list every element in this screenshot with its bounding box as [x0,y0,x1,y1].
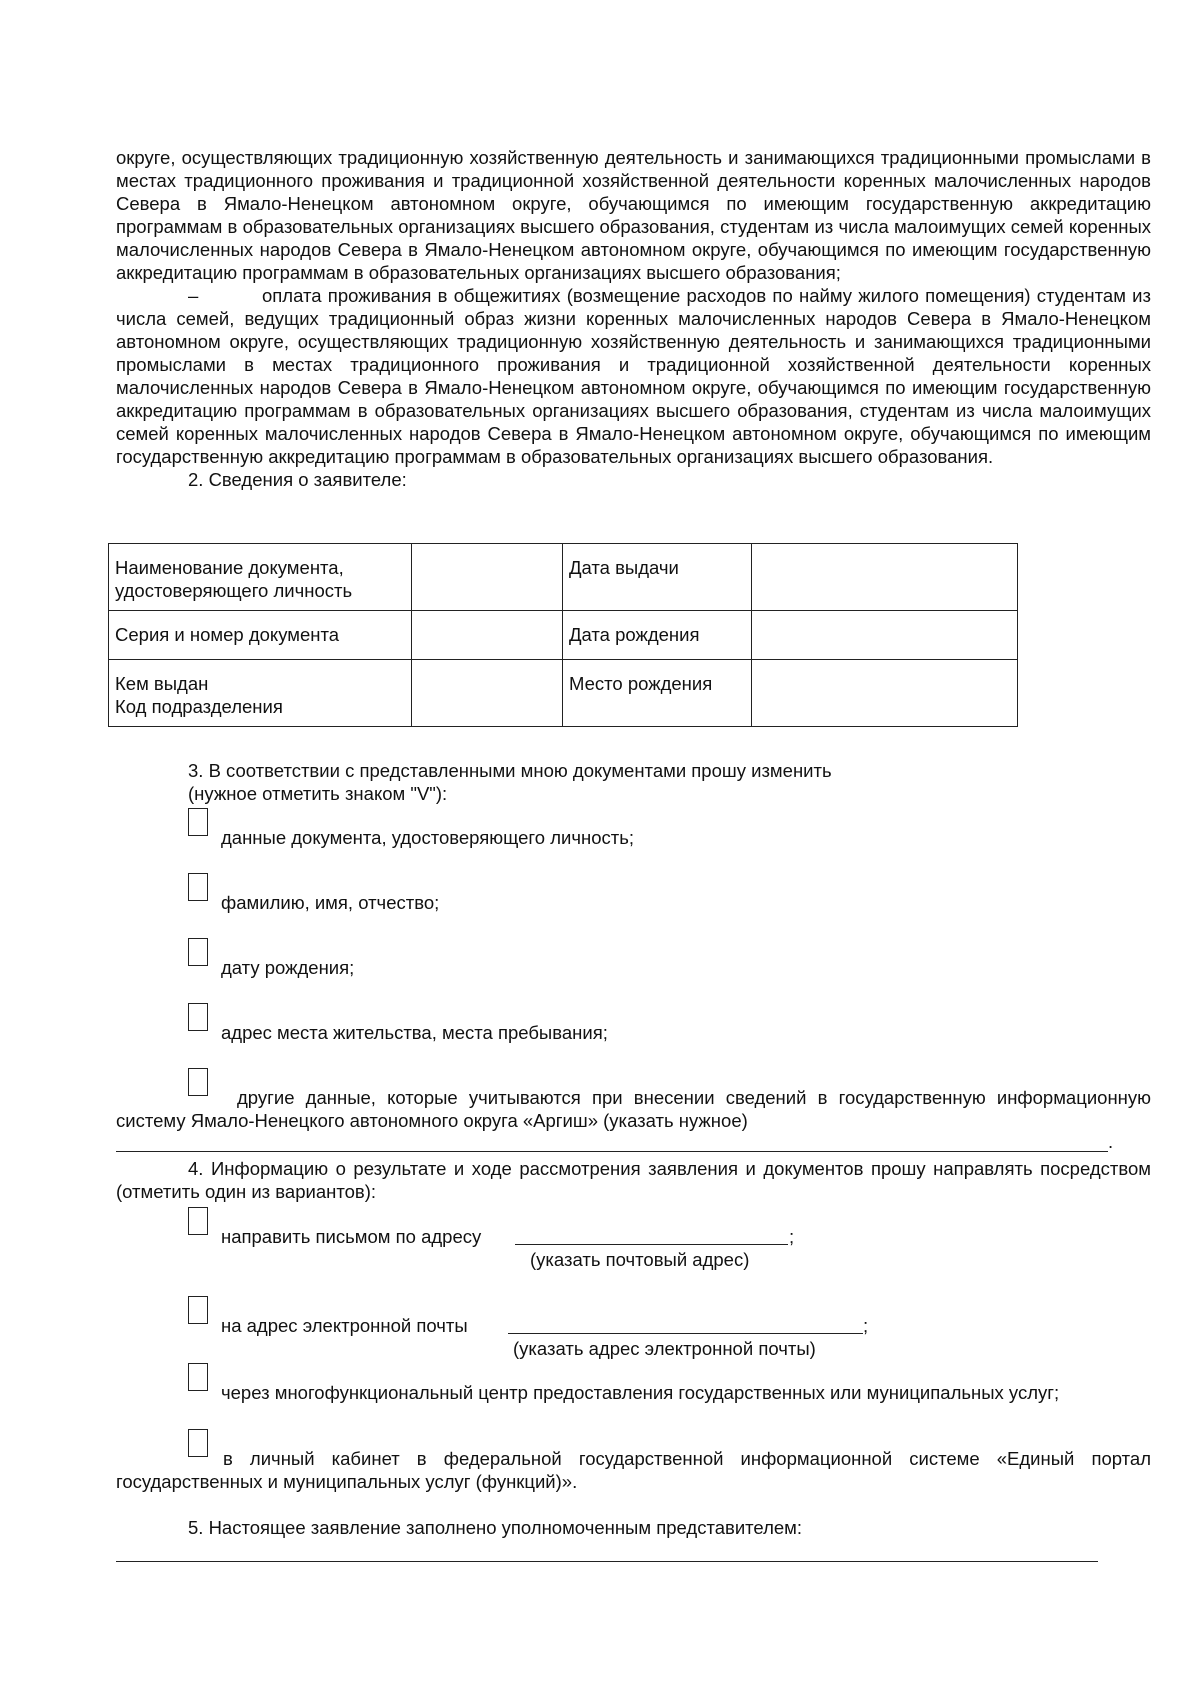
section-3-line-1: 3. В соответствии с представленными мною документами прошу изменить [188,760,832,781]
birth-place-value-cell[interactable] [752,660,1018,727]
blank-line-end: . [1108,1131,1114,1152]
issued-by-label: Кем выдан [115,673,209,694]
email-hint: (указать адрес электронной почты) [513,1338,816,1359]
list-dash: – [188,285,199,306]
option-document-data: данные документа, удостоверяющего личность; [221,827,634,848]
issue-date-value-cell[interactable] [752,544,1018,611]
checkbox-birth-date[interactable] [188,938,208,966]
option-gosuslugi: в личный кабинет в федеральной государственной информационной системе «Единый портал государственных и муниципальных услуг (функций)». [116,1448,1151,1492]
option-postal: направить письмом по адресу [221,1226,482,1247]
intro-text [116,146,1151,491]
table-cell-label: Серия и номер документа [109,611,412,660]
section-2-heading: 2. Сведения о заявителе: [188,469,407,490]
intro-paragraph-1: округе, осуществляющих традиционную хозяйственную деятельность и занимающихся традиционными промыслами в местах традиционного проживания и традиционной хозяйственной деятельности коренных малочисленных народов Севера в Ямало-Ненецком автономном округе, обучающимся по имеющим государственную аккредитацию программам в образовательных организациях высшего образования, студентам из числа малоимущих семей коренных малочисленных народов Севера в Ямало-Ненецком автономном округе, обучающимся по имеющим государственную аккредитацию программам в образовательных организациях высшего образования; [116,147,1151,283]
email-blank-end: ; [863,1315,869,1336]
checkbox-email[interactable] [188,1296,208,1324]
birth-date-value-cell[interactable] [752,611,1018,660]
checkbox-address[interactable] [188,1003,208,1031]
postal-address-blank-line[interactable] [515,1244,788,1245]
postal-address-hint: (указать почтовый адрес) [530,1249,750,1270]
table-row [109,611,1018,660]
table-cell-label: Место рождения [563,660,752,727]
division-code-label: Код подразделения [115,696,283,717]
doc-name-value-cell[interactable] [412,544,563,611]
table-row [109,660,1018,727]
intro-paragraph-2 [116,284,1151,468]
doc-name-label-line2: удостоверяющего личность [115,580,353,601]
checkbox-mfc[interactable] [188,1363,208,1391]
option-email: на адрес электронной почты [221,1315,468,1336]
issued-by-value-cell[interactable] [412,660,563,727]
checkbox-full-name[interactable] [188,873,208,901]
option-mfc: через многофункциональный центр предоставления государственных или муниципальных услуг; [221,1382,1060,1403]
table-cell-label [109,544,412,611]
checkbox-document-data[interactable] [188,808,208,836]
postal-blank-end: ; [789,1226,795,1247]
option-address: адрес места жительства, места пребывания; [221,1022,608,1043]
email-blank-line[interactable] [508,1333,863,1334]
applicant-info-table [108,543,1018,727]
other-data-blank-line[interactable] [116,1151,1108,1152]
option-birth-date: дату рождения; [221,957,355,978]
doc-name-label-line1: Наименование документа, [115,557,344,578]
section-4-text: 4. Информацию о результате и ходе рассмотрения заявления и документов прошу направлять посредством (отметить один из вариантов): [116,1158,1151,1202]
option-other-data: другие данные, которые учитываются при внесении сведений в государственную информационную систему Ямало-Ненецкого автономного округа «Аргиш» (указать нужное) [116,1087,1151,1131]
doc-number-value-cell[interactable] [412,611,563,660]
table-row [109,544,1018,611]
checkbox-postal[interactable] [188,1207,208,1235]
section-3-line-2: (нужное отметить знаком "V"): [188,783,448,804]
option-full-name: фамилию, имя, отчество; [221,892,440,913]
representative-blank-line[interactable] [116,1561,1098,1562]
table-cell-label: Дата выдачи [563,544,752,611]
table-cell-label [109,660,412,727]
section-5-text: 5. Настоящее заявление заполнено уполномоченным представителем: [188,1517,803,1538]
table-cell-label: Дата рождения [563,611,752,660]
intro-paragraph-2-text: оплата проживания в общежитиях (возмещение расходов по найму жилого помещения) студентам из числа семей, ведущих традиционный образ жизни коренных малочисленных народов Севера в Ямало-Ненецком автономном округе, осуществляющих традиционную хозяйственную деятельность и занимающихся традиционными промыслами в местах традиционного проживания и традиционной хозяйственной деятельности коренных малочисленных народов Севера в Ямало-Ненецком автономном округе, обучающимся по имеющим государственную аккредитацию программам в образовательных организациях высшего образования, студентам из числа малоимущих семей коренных малочисленных народов Севера в Ямало-Ненецком автономном округе, обучающимся по имеющим государственную аккредитацию программам в образовательных организациях высшего образования. [116,285,1151,467]
